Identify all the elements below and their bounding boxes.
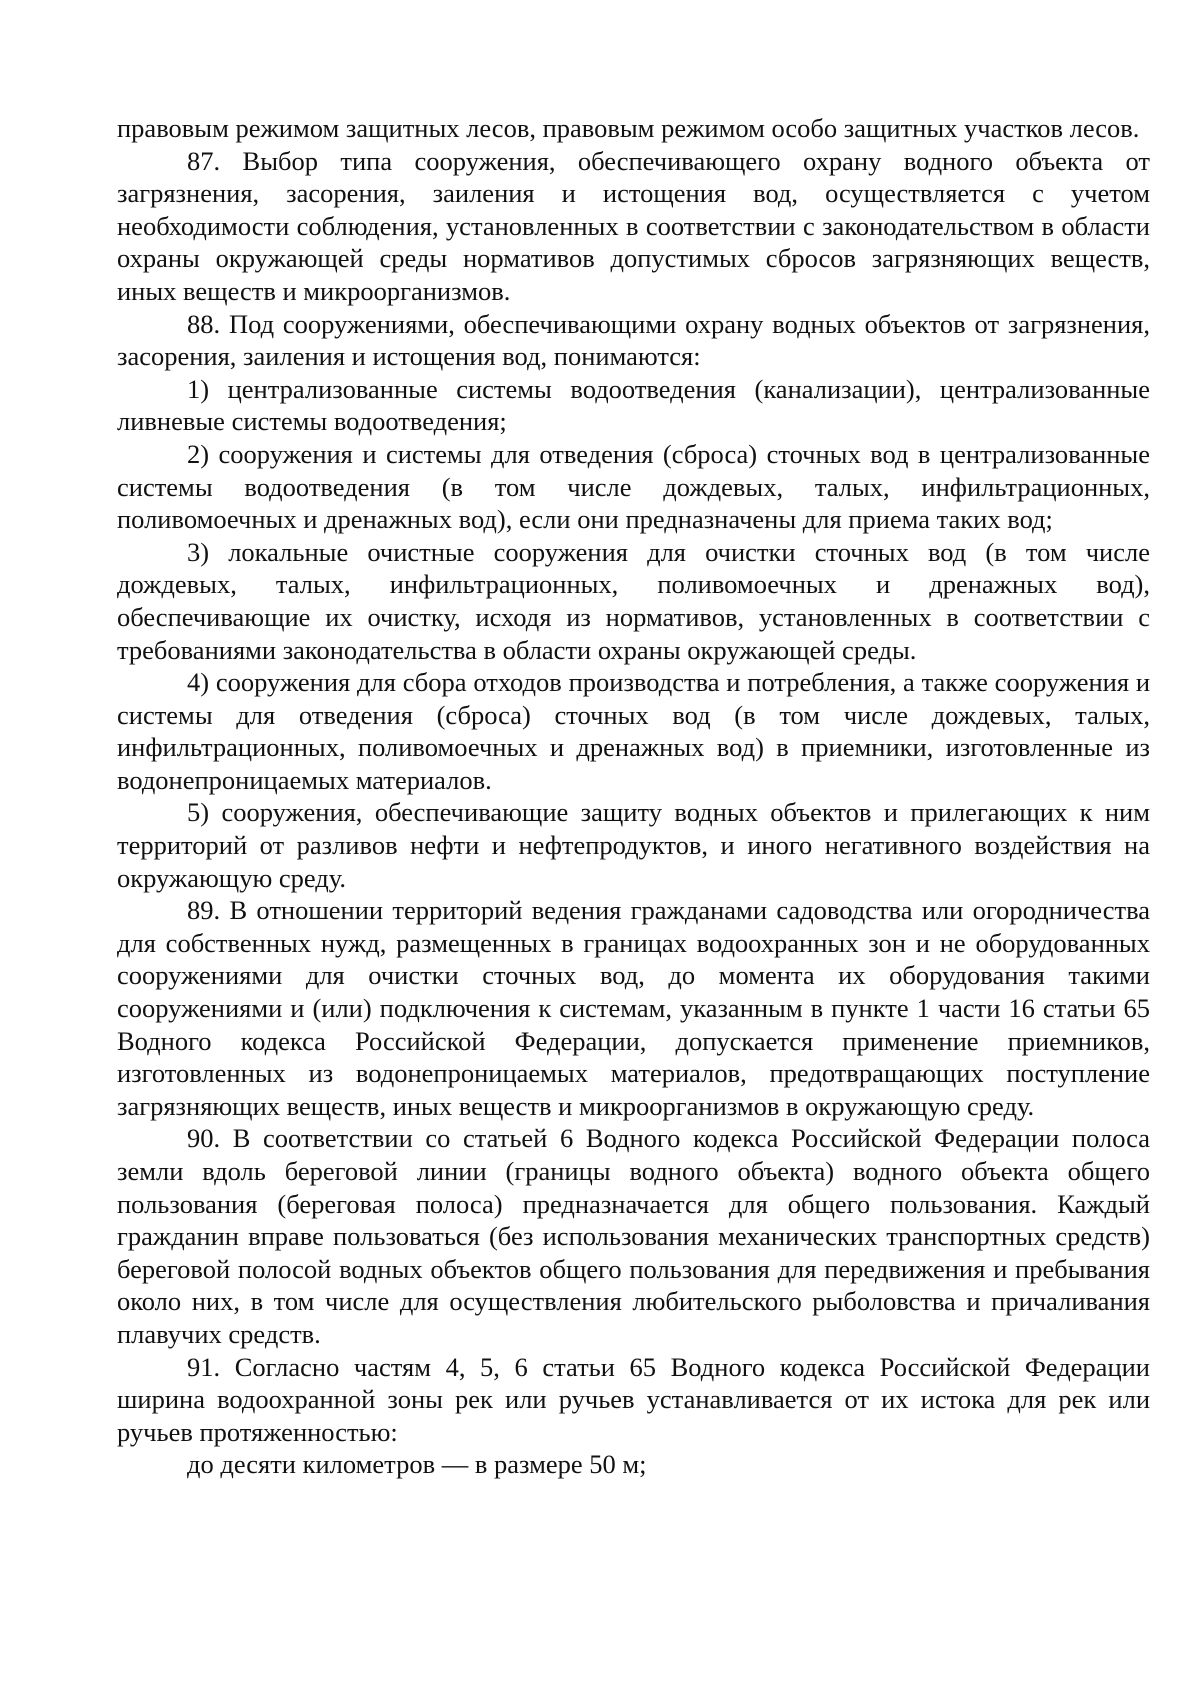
list-item-1: 1) централизованные системы водоотведения (канализации), централизованные ливневые системы водоотведения; <box>117 373 1150 437</box>
paragraph-87: 87. Выбор типа сооружения, обеспечивающего охрану водного объекта от загрязнения, засорения, заиления и истощения вод, осуществляется с учетом необходимости соблюдения, установленных в соответствии с законодательством в области охраны окружающей среды нормативов допустимых сбросов загрязняющих веществ, иных веществ и микроорганизмов. <box>117 145 1150 306</box>
paragraph-89: 89. В отношении территорий ведения гражданами садоводства или огородничества для собственных нужд, размещенных в границах водоохранных зон и не оборудованных сооружениями для очистки сточных вод, до момента их оборудования такими сооружениями и (или) подключения к системам, указанным в пункте 1 части 16 статьи 65 Водного кодекса Российской Федерации, допускается применение приемников, изготовленных из водонепроницаемых материалов, предотвращающих поступление загрязняющих веществ, иных веществ и микроорганизмов в окружающую среду. <box>117 895 1150 1121</box>
paragraph-continuation: правовым режимом защитных лесов, правовым режимом особо защитных участков лесов. <box>117 113 1140 143</box>
list-item-2: 2) сооружения и системы для отведения (сброса) сточных вод в централизованные системы водоотведения (в том числе дождевых, талых, инфильтрационных, поливомоечных и дренажных вод), если они предназначены для приема таких вод; <box>117 438 1150 535</box>
list-item-4: 4) сооружения для сбора отходов производства и потребления, а также сооружения и системы для отведения (сброса) сточных вод (в том числе дождевых, талых, инфильтрационных, поливомоечных и дренажных вод) в приемники, изготовленные из водонепроницаемых материалов. <box>117 667 1150 795</box>
paragraph-width-item: до десяти километров — в размере 50 м; <box>187 1449 647 1480</box>
list-item-5: 5) сооружения, обеспечивающие защиту водных объектов и прилегающих к ним территорий от разливов нефти и нефтепродуктов, и иного негативного воздействия на окружающую среду. <box>117 797 1150 893</box>
document-page <box>117 112 1150 1481</box>
paragraph-90: 90. В соответствии со статьей 6 Водного кодекса Российской Федерации полоса земли вдоль береговой линии (границы водного объекта) водного объекта общего пользования (береговая полоса) предназначается для общего пользования. Каждый гражданин вправе пользоваться (без использования механических транспортных средств) береговой полосой водных объектов общего пользования для передвижения и пребывания около них, в том числе для осуществления любительского рыболовства и причаливания плавучих средств. <box>117 1123 1150 1349</box>
paragraph-91: 91. Согласно частям 4, 5, 6 статьи 65 Водного кодекса Российской Федерации ширина водоохранной зоны рек или ручьев устанавливается от их истока для рек или ручьев протяженностью: <box>117 1351 1150 1447</box>
paragraph-88: 88. Под сооружениями, обеспечивающими охрану водных объектов от загрязнения, засорения, заиления и истощения вод, понимаются: <box>117 308 1150 372</box>
list-item-3: 3) локальные очистные сооружения для очистки сточных вод (в том числе дождевых, талых, инфильтрационных, поливомоечных и дренажных вод), обеспечивающие их очистку, исходя из нормативов, установленных в соответствии с требованиями законодательства в области охраны окружающей среды. <box>117 536 1150 665</box>
